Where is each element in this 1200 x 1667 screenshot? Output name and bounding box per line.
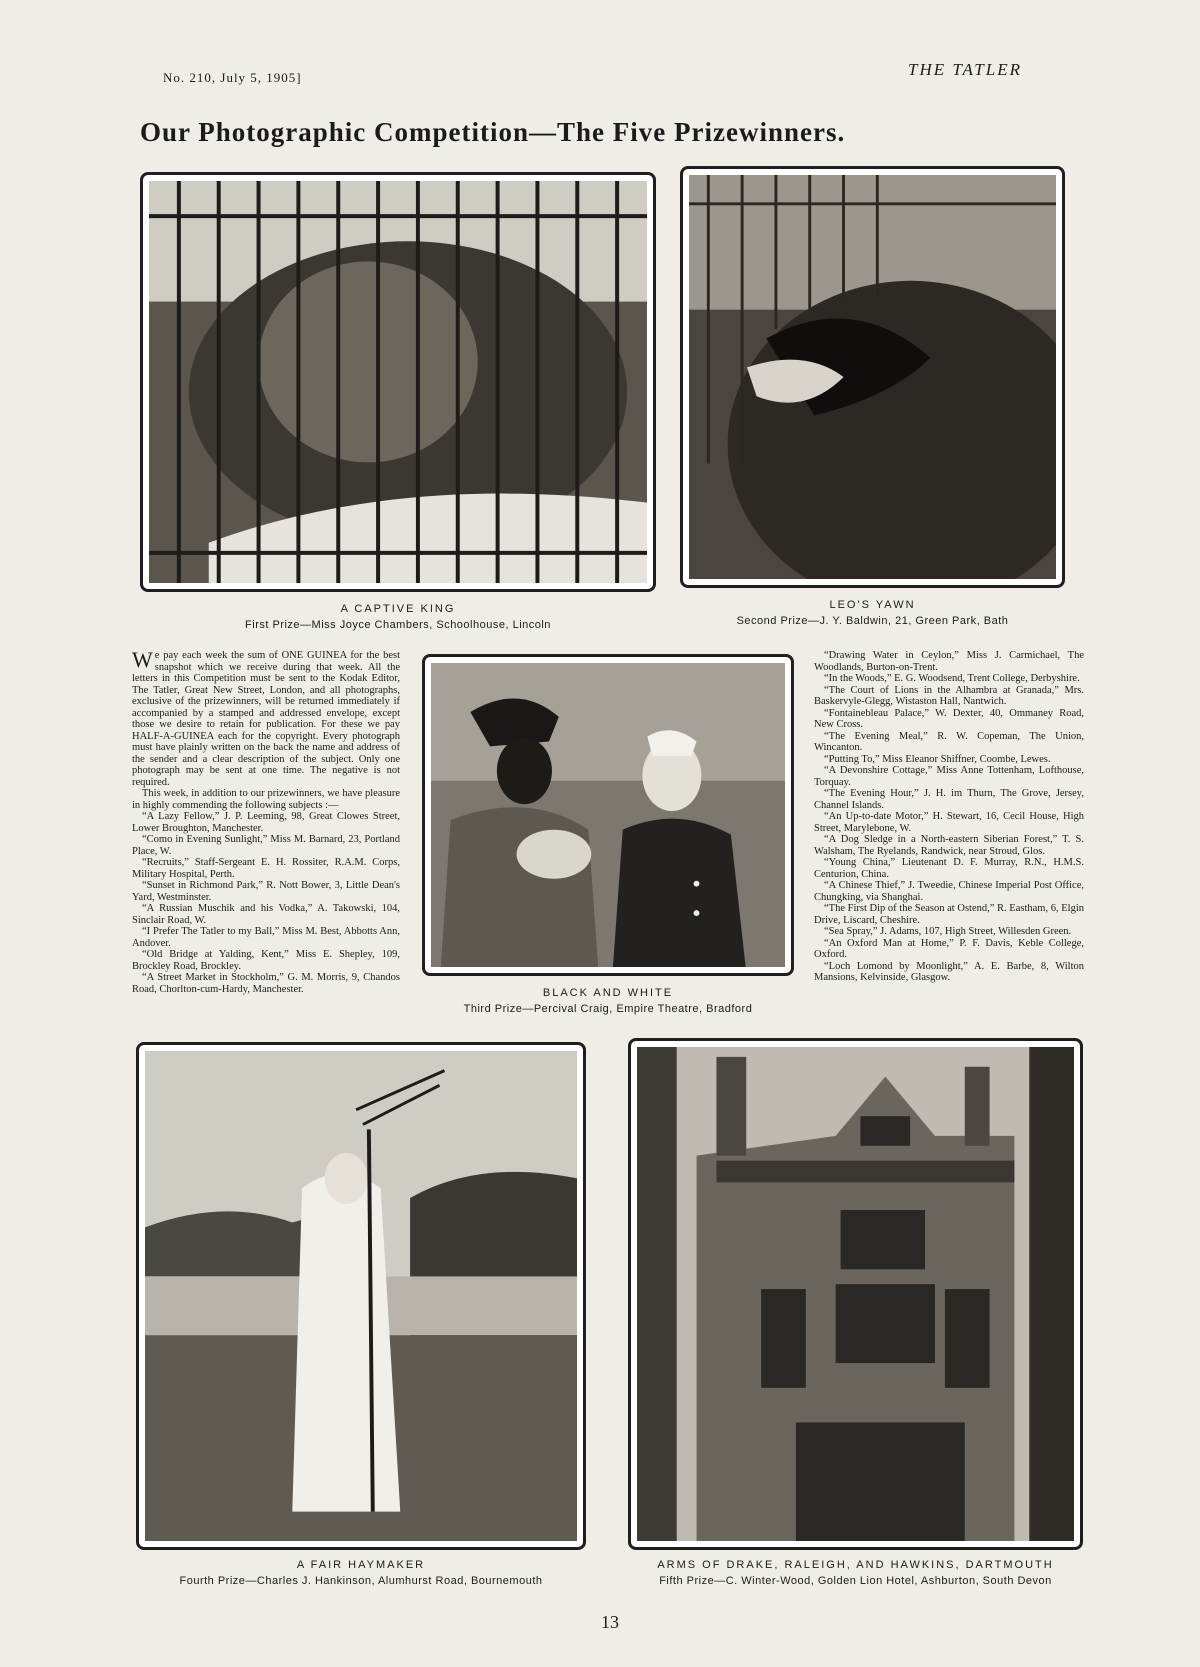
list-item: “Drawing Water in Ceylon,” Miss J. Carmichael, The Woodlands, Burton-on-Trent. <box>814 650 1084 673</box>
dropcap: W <box>132 647 153 672</box>
list-item: “A Russian Muschik and his Vodka,” A. Takowski, 104, Sinclair Road, W. <box>132 903 400 926</box>
list-item: “The Court of Lions in the Alhambra at Granada,” Mrs. Baskervyle-Glegg, Wistaston Hall, Nantwich. <box>814 684 1084 707</box>
page-number: 13 <box>601 1612 619 1632</box>
list-item: “A Street Market in Stockholm,” G. M. Morris, 9, Chandos Road, Chorlton-cum-Hardy, Manchester. <box>132 972 400 995</box>
list-item: “Sea Spray,” J. Adams, 107, High Street, Willesden Green. <box>824 926 1072 937</box>
caption-credit: First Prize—Miss Joyce Chambers, Schoolhouse, Lincoln <box>245 619 551 631</box>
list-item: “The Evening Hour,” J. H. im Thurn, The Grove, Jersey, Channel Islands. <box>814 788 1084 811</box>
issue-line: No. 210, July 5, 1905] <box>163 70 302 85</box>
list-item: “An Oxford Man at Home,” P. F. Davis, Keble College, Oxford. <box>814 937 1084 960</box>
caption-second-prize <box>680 599 1065 627</box>
caption-title: A CAPTIVE KING <box>340 603 456 615</box>
caption-title: ARMS OF DRAKE, RALEIGH, AND HAWKINS, DARTMOUTH <box>657 1559 1054 1571</box>
lion-cage-image <box>149 181 647 583</box>
list-item: “Sunset in Richmond Park,” R. Nott Bower, 3, Little Dean's Yard, Westminster. <box>132 880 400 903</box>
right-text-column <box>814 650 1084 984</box>
intro-paragraph: e pay each week the sum of ONE GUINEA for the best snapshot which we receive during that week. All the letters in this Competition must be sent to the Kodak Editor, The Tatler, Great New Street, London, and all photographs, exclusive of the prizewinners, will be returned immediately if accompanied by a stamped and addressed envelope, except those we desire to retain for publication. For these we pay HALF-A-GUINEA each for the copyright. Every photograph must have plainly written on the back the name and address of the sender and a clear description of the subject. Only one photograph may be sent at one time. The negative is not required. <box>132 650 400 788</box>
building-image <box>637 1047 1074 1541</box>
caption-fourth-prize <box>136 1559 586 1587</box>
publication-name: THE TATLER <box>908 60 1022 79</box>
list-item: “A Devonshire Cottage,” Miss Anne Tottenham, Lofthouse, Torquay. <box>814 765 1084 788</box>
caption-credit: Third Prize—Percival Craig, Empire Theatre, Bradford <box>463 1003 753 1015</box>
caption-credit: Fifth Prize—C. Winter-Wood, Golden Lion Hotel, Ashburton, South Devon <box>659 1575 1052 1587</box>
caption-title: LEO'S YAWN <box>829 599 916 611</box>
photo-leos-yawn <box>680 166 1065 588</box>
lion-yawn-image <box>689 175 1056 579</box>
caption-credit: Second Prize—J. Y. Baldwin, 21, Green Park, Bath <box>736 615 1009 627</box>
list-item: “In the Woods,” E. G. Woodsend, Trent College, Derbyshire. <box>824 673 1080 684</box>
list-item: “I Prefer The Tatler to my Ball,” Miss M. Best, Abbotts Ann, Andover. <box>132 926 400 949</box>
list-item: “Fontainebleau Palace,” W. Dexter, 40, Ommaney Road, New Cross. <box>814 707 1084 730</box>
list-item: “The Evening Meal,” R. W. Copeman, The Union, Wincanton. <box>814 730 1084 753</box>
list-item: “A Dog Sledge in a North-eastern Siberian Forest,” T. S. Walsham, The Ryelands, Randwick, near Stroud, Glos. <box>814 834 1084 857</box>
list-item: “An Up-to-date Motor,” H. Stewart, 16, Cecil House, High Street, Marylebone, W. <box>814 811 1084 834</box>
photo-fair-haymaker <box>136 1042 586 1550</box>
page-title: Our Photographic Competition—The Five Prizewinners. <box>140 117 846 147</box>
caption-title: BLACK AND WHITE <box>542 987 674 999</box>
list-item: “Young China,” Lieutenant D. F. Murray, R.N., H.M.S. Centurion, China. <box>814 857 1084 880</box>
haymaker-image <box>145 1051 577 1541</box>
caption-title: A FAIR HAYMAKER <box>296 1559 426 1571</box>
list-item: “Loch Lomond by Moonlight,” A. E. Barbe, 8, Wilton Mansions, Kelvinside, Glasgow. <box>814 960 1084 983</box>
photo-captive-king <box>140 172 656 592</box>
left-text-column <box>132 647 400 995</box>
list-item: “Old Bridge at Yalding, Kent,” Miss E. Shepley, 109, Brockley Road, Brockley. <box>132 949 400 972</box>
black-and-white-image <box>431 663 785 967</box>
caption-fifth-prize <box>628 1559 1083 1587</box>
list-item: “Como in Evening Sunlight,” Miss M. Barnard, 23, Portland Place, W. <box>132 834 400 857</box>
caption-first-prize <box>140 603 656 631</box>
photo-arms-of-drake <box>628 1038 1083 1550</box>
caption-credit: Fourth Prize—Charles J. Hankinson, Alumhurst Road, Bournemouth <box>179 1575 543 1587</box>
commend-paragraph: This week, in addition to our prizewinners, we have pleasure in highly commending the following subjects :— <box>132 788 400 811</box>
list-item: “Recruits,” Staff-Sergeant E. H. Rossiter, R.A.M. Corps, Military Hospital, Perth. <box>132 857 400 880</box>
list-item: “A Chinese Thief,” J. Tweedie, Chinese Imperial Post Office, Chungking, via Shanghai. <box>814 880 1084 903</box>
list-item: “The First Dip of the Season at Ostend,” R. Eastham, 6, Elgin Drive, Liscard, Cheshire. <box>814 903 1084 926</box>
caption-third-prize <box>422 987 794 1015</box>
photo-black-and-white <box>422 654 794 976</box>
list-item: “A Lazy Fellow,” J. P. Leeming, 98, Great Clowes Street, Lower Broughton, Manchester. <box>132 811 400 834</box>
list-item: “Putting To,” Miss Eleanor Shiffner, Coombe, Lewes. <box>824 753 1051 765</box>
